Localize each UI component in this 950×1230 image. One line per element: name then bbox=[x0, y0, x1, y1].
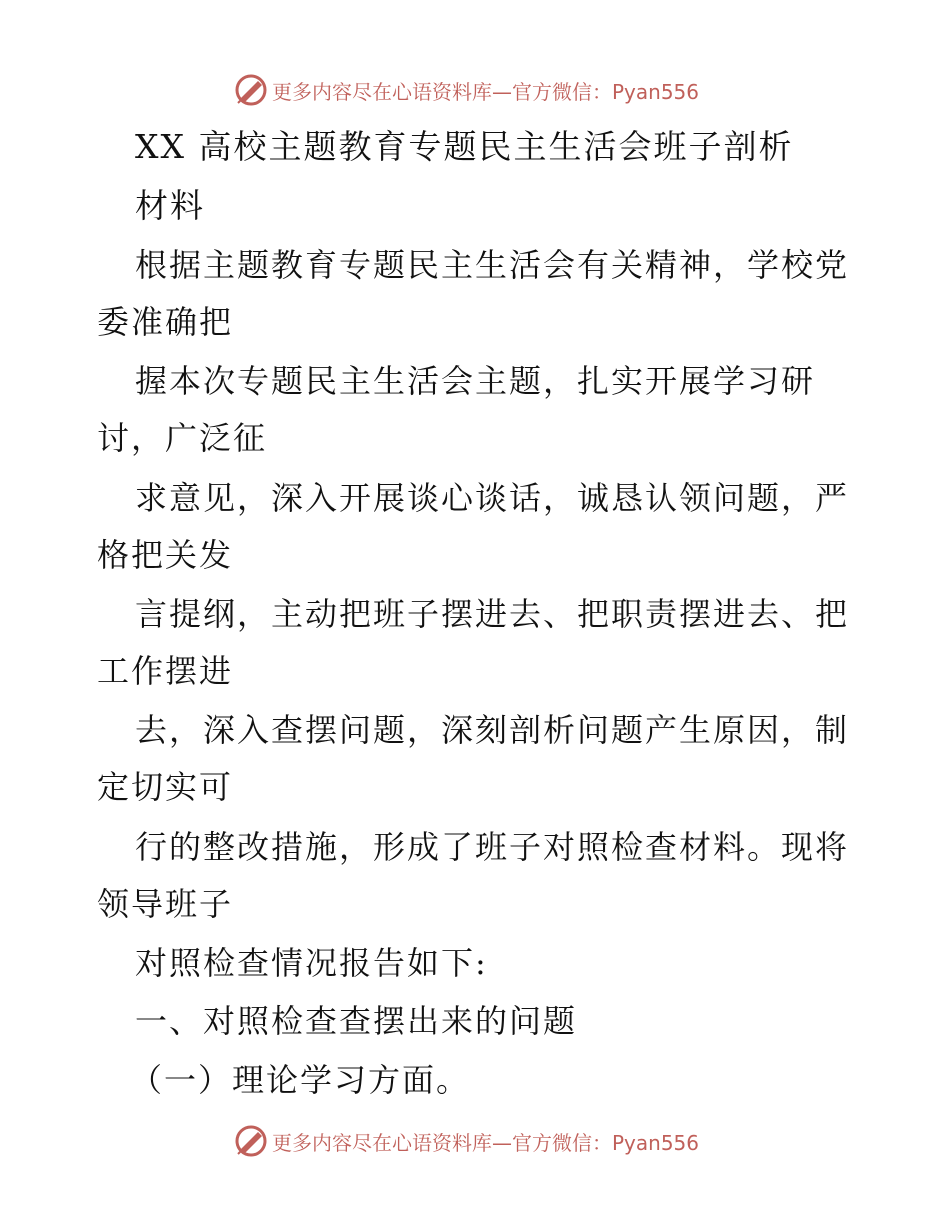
body-line: 求意见，深入开展谈心谈话，诚恳认领问题，严 bbox=[135, 479, 850, 517]
body-line: 行的整改措施，形成了班子对照检查材料。现将 bbox=[135, 828, 850, 866]
body-line: 去，深入查摆问题，深刻剖析问题产生原因，制 bbox=[135, 711, 850, 749]
section-heading: 一、对照检查查摆出来的问题 bbox=[135, 1002, 578, 1040]
body-line: 握本次专题民主生活会主题，扎实开展学习研 bbox=[135, 362, 816, 400]
watermark-text: 更多内容尽在心语资料库—官方微信：Pyan556 bbox=[272, 1130, 700, 1155]
watermark-text: 更多内容尽在心语资料库—官方微信：Pyan556 bbox=[272, 79, 700, 104]
footer-watermark bbox=[234, 1121, 699, 1161]
subsection-heading: （一）理论学习方面。 bbox=[130, 1061, 471, 1099]
body-line: 委准确把 bbox=[97, 303, 234, 341]
pen-seal-icon bbox=[234, 1124, 268, 1158]
body-line: 工作摆进 bbox=[97, 652, 234, 690]
body-line: 言提纲，主动把班子摆进去、把职责摆进去、把 bbox=[135, 595, 850, 633]
body-line: 定切实可 bbox=[97, 768, 234, 806]
body-line: 讨，广泛征 bbox=[97, 419, 268, 457]
body-line: 格把关发 bbox=[97, 536, 234, 574]
body-line: 根据主题教育专题民主生活会有关精神，学校党 bbox=[135, 246, 850, 284]
body-line: 对照检查情况报告如下: bbox=[135, 944, 488, 982]
body-line: 领导班子 bbox=[97, 885, 234, 923]
document-title-line-1: XX 高校主题教育专题民主生活会班子剖析 bbox=[135, 127, 794, 166]
header-watermark bbox=[234, 70, 699, 110]
document-title-line-2: 材料 bbox=[135, 186, 205, 225]
pen-seal-icon bbox=[234, 73, 268, 107]
